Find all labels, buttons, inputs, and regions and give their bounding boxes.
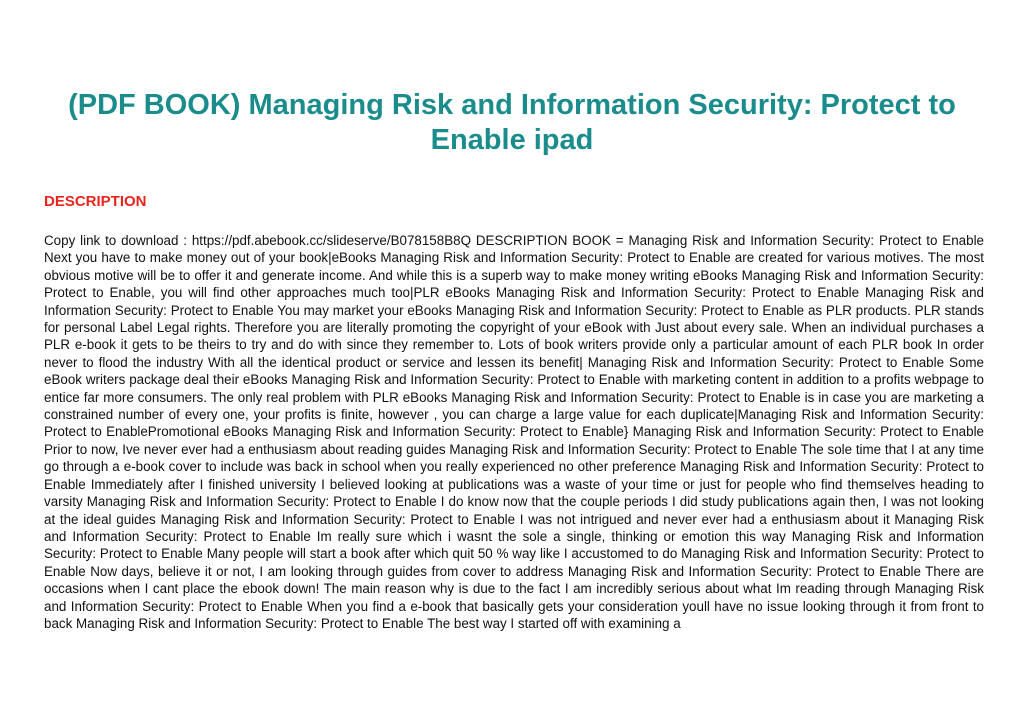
document-title: (PDF BOOK) Managing Risk and Information Security: Protect to Enable ipad	[68, 89, 956, 156]
description-heading: DESCRIPTION	[44, 193, 147, 210]
description-body: Copy link to download : https://pdf.abebook.cc/slideserve/B078158B8Q DESCRIPTION BOOK = Managing Risk and Information Security: Protect to Enable Next you have to make money out of your book|eBooks Managing Risk and Information Security: Protect to Enable are created for various motives. The most obvious motive will be to offer it and generate income. And while this is a superb way to make money writing eBooks Managing Risk and Information Security: Protect to Enable, you will find other approaches much too|PLR eBooks Managing Risk and Information Security: Protect to Enable Managing Risk and Information Security: Protect to Enable You may market your eBooks Managing Risk and Information Security: Protect to Enable as PLR products. PLR stands for personal Label Legal rights. Therefore you are literally promoting the copyright of your eBook with Just about every sale. When an individual purchases a PLR e-book it gets to be theirs to try and do with since they remember to. Lots of book writers provide only a particular amount of each PLR book In order never to flood the industry With all the identical product or service and lessen its benefit| Managing Risk and Information Security: Protect to Enable Some eBook writers package deal their eBooks Managing Risk and Information Security: Protect to Enable with marketing content in addition to a profits webpage to entice far more consumers. The only real problem with PLR eBooks Managing Risk and Information Security: Protect to Enable is in case you are marketing a constrained number of every one, your profits is finite, however , you can charge a large value for each duplicate|Managing Risk and Information Security: Protect to EnablePromotional eBooks Managing Risk and Information Security: Protect to Enable} Managing Risk and Information Security: Protect to Enable Prior to now, Ive never ever had a enthusiasm about reading guides Managing Risk and Information Security: Protect to Enable The sole time that I at any time go through a e-book cover to include was back in school when you really experienced no other preference Managing Risk and Information Security: Protect to Enable Immediately after I finished university I believed looking at publications was a waste of your time or just for people who find themselves heading to varsity Managing Risk and Information Security: Protect to Enable I do know now that the couple periods I did study publications again then, I was not looking at the ideal guides Managing Risk and Information Security: Protect to Enable I was not intrigued and never ever had a enthusiasm about it Managing Risk and Information Security: Protect to Enable Im really sure which i wasnt the sole a single, thinking or emotion this way Managing Risk and Information Security: Protect to Enable Many people will start a book after which quit 50 % way like I accustomed to do Managing Risk and Information Security: Protect to Enable Now days, believe it or not, I am looking through guides from cover to address Managing Risk and Information Security: Protect to Enable There are occasions when I cant place the ebook down! The main reason why is due to the fact I am incredibly serious about what Im reading through Managing Risk and Information Security: Protect to Enable When you find a e-book that basically gets your consideration youll have no issue looking through it from front to back Managing Risk and Information Security: Protect to Enable The best way I started off with examining a	[44, 233, 984, 631]
